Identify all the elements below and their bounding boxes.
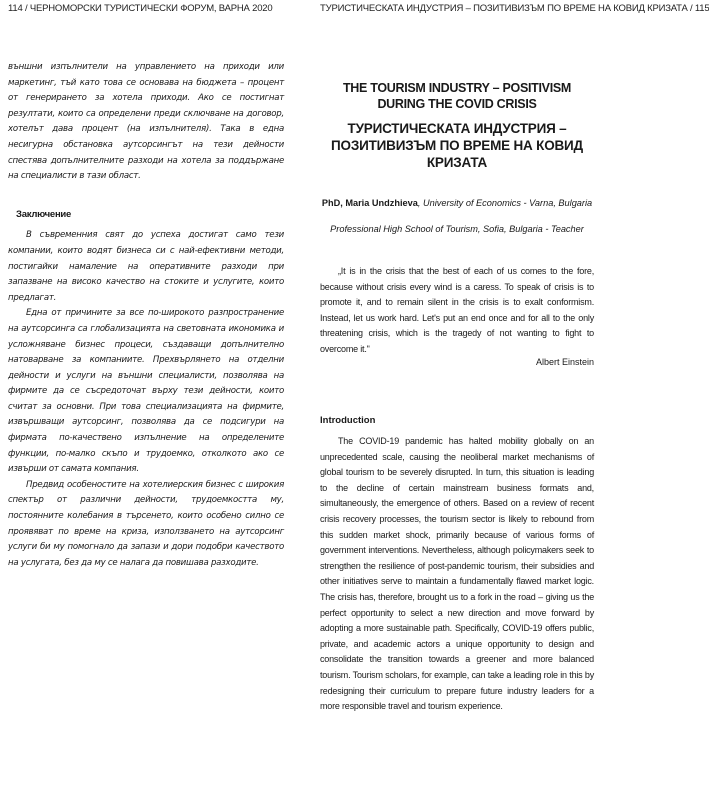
author-affiliation: , University of Economics - Varna, Bulgaria — [417, 198, 593, 208]
left-page — [0, 0, 300, 800]
section-heading: Заключение — [16, 208, 72, 220]
left-body — [8, 60, 284, 571]
author-name: PhD, Maria Undzhieva — [321, 198, 418, 208]
epigraph-author: Albert Einstein — [535, 357, 594, 367]
body-paragraph: Една от причините за все по-широкото разпространение на аутсорсинга са глобализацията на световната икономика и усложняване бизнес процеси, създаващи допълнително натоварване за компаниите. Прехвърлянето на отделни дейности и услуги на външни специалисти, позволява на фирмите да се съсредоточат върху тези дейности, които считат за основни. При това специализацията на фирмите, извършващи аутсорсинг, позволява да се подсигури на фирмата по-качествено изпълнение на определените функции, по-малко скъпо и трудоемко, отколкото ако се извърши от самата компания. — [8, 308, 284, 475]
running-head-left: 114 / ЧЕРНОМОРСКИ ТУРИСТИЧЕСКИ ФОРУМ, ВАРНА 2020 — [8, 3, 273, 14]
section-heading: Introduction — [320, 415, 376, 426]
author-line — [320, 197, 594, 210]
body-paragraph: В съвременния свят до успеха достигат само тези компании, които водят бизнеса си с най-ефективни методи, постигайки намаление на оперативните разходи при запазване на високо качество на стоките и услугите, които предлагат. — [8, 230, 284, 303]
body-paragraph: външни изпълнители на управлението на приходи или маркетинг, тъй като това се основава на бюджета – процент от генерирането за хотела приходи. Ако се постигнат резултати, които са определени преди сключване на договор, хотелът дава процент (на изпълнителя). Така в една несигурна обстановка аутсорсингът на тези дейности спестява допълнителните разходи на хотела за поддържане на специалисти в тази област. — [8, 62, 284, 182]
body-paragraph: The COVID-19 pandemic has halted mobility globally on an unprecedented scale, causing the neoliberal market mechanisms of global tourism to be severely disrupted. In turn, this situation is leading to the decline of certain mainstream business formats and, simultaneously, the emergence of others. Based on a review of recent crisis recovery processes, the tourism sector is likely to rebound from this sudden market shock, primarily because of various forms of government interventions. Nevertheless, although policymakers seek to strengthen the resilience of post-pandemic tourism, their subsidies and other initiatives serve to maintain a fundamentally flawed market logic. The crisis has, therefore, brought us to a fork in the road – giving us the perfect opportunity to select a new direction and move forward by adopting a more sustainable path. Specifically, COVID-19 offers public, private, and academic actors a unique opportunity to design and consolidate the transition towards a greener and more balanced tourism. Tourism scholars, for example, can take a leading role in this by redesigning their curriculum to prepare future industry leaders for a more responsible travel and tourism experience. — [320, 436, 594, 712]
body-paragraph: Предвид особеностите на хотелиерския бизнес с широкия спектър от различни дейности, трудоемкостта му, постоянните колебания в търсенето, които особено силно се проявяват по време на криза, използването на аутсорсинг услуги би му помогнало да запази и дори подобри качеството на услугата, без да му се налага да повишава разходите. — [8, 479, 284, 568]
running-head-right: ТУРИСТИЧЕСКАТА ИНДУСТРИЯ – ПОЗИТИВИЗЪМ ПО ВРЕМЕ НА КОВИД КРИЗАТА / 115 — [320, 3, 709, 14]
article-title-bg: ТУРИСТИЧЕСКАТА ИНДУСТРИЯ – ПОЗИТИВИЗЪМ ПО ВРЕМЕ НА КОВИД КРИЗАТА — [331, 121, 583, 170]
author-affiliation-2: Professional High School of Tourism, Sofia, Bulgaria - Teacher — [330, 224, 584, 234]
right-page — [300, 0, 709, 800]
article-title-en: THE TOURISM INDUSTRY – POSITIVISM DURING THE COVID CRISIS — [342, 81, 572, 111]
epigraph-quote: „It is in the crisis that the best of each of us comes to the fore, because without crisis every wind is a caress. To speak of crisis is to promote it, and to remain silent in the crisis is to exalt conformism. Instead, let us work hard. Let's put an end once and for all to the only threatening crisis, which is the tragedy of not wanting to fight to overcome it." — [320, 266, 594, 354]
